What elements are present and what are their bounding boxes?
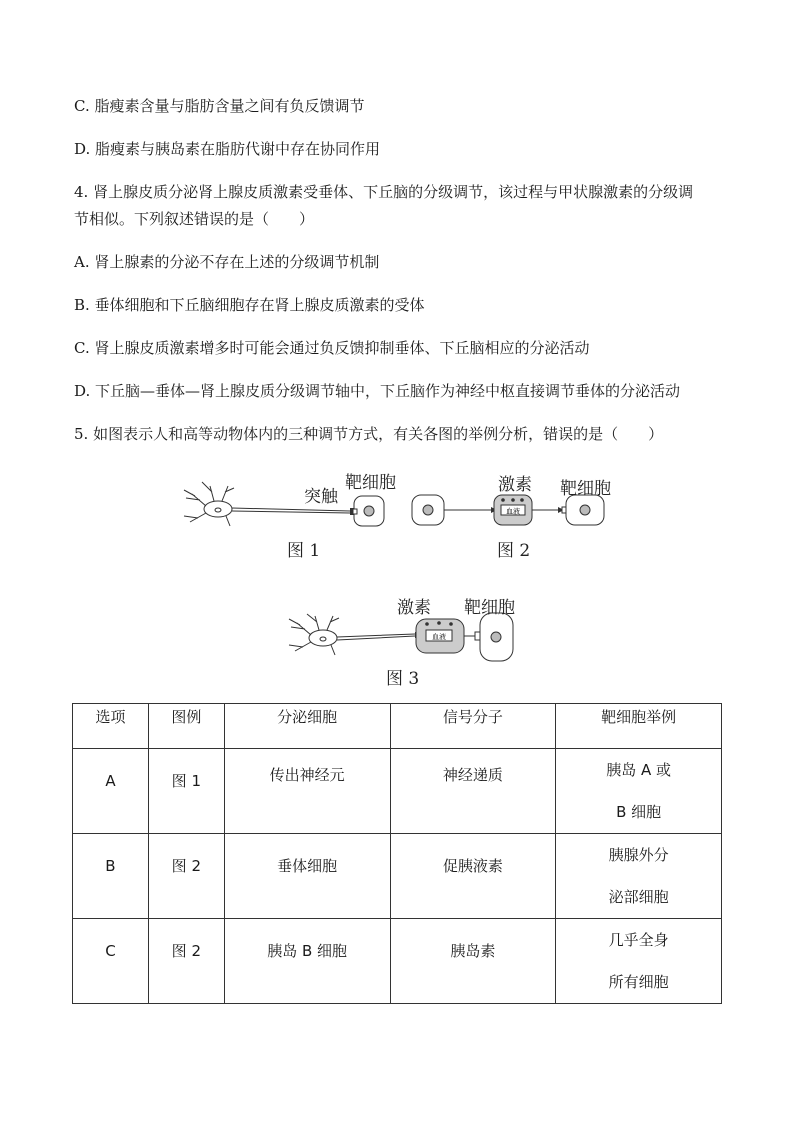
hormone-label-fig2: 激素 xyxy=(498,475,532,495)
blood-label-fig2: 血液 xyxy=(506,507,520,516)
header-target-example: 靶细胞举例 xyxy=(556,704,722,749)
synapse-label: 突触 xyxy=(304,487,338,507)
option-d-q3: D. 脂瘦素与胰岛素在脂肪代谢中存在协同作用 xyxy=(74,140,381,158)
table-row: A 图 1 传出神经元 神经递质 胰岛 A 或 B 细胞 xyxy=(73,749,722,834)
blood-label-fig3: 血液 xyxy=(432,633,446,641)
header-secreting-cell: 分泌细胞 xyxy=(224,704,390,749)
table-row: B 图 2 垂体细胞 促胰液素 胰腺外分 泌部细胞 xyxy=(73,834,722,919)
neuron-body-fig3 xyxy=(309,630,337,646)
target-cell-label-fig3: 靶细胞 xyxy=(464,598,515,618)
header-option: 选项 xyxy=(73,704,149,749)
dendrites xyxy=(184,482,234,526)
dendrites-fig3 xyxy=(289,614,339,655)
question-4-line-1: 4. 肾上腺皮质分泌肾上腺皮质激素受垂体、下丘脑的分级调节，该过程与甲状腺激素的分级调 xyxy=(74,183,694,201)
header-figure: 图例 xyxy=(148,704,224,749)
question-4-line-2: 节相似。下列叙述错误的是（ ） xyxy=(74,210,315,228)
axon xyxy=(232,508,350,513)
option-c-q3: C. 脂瘦素含量与脂肪含量之间有负反馈调节 xyxy=(74,97,365,115)
option-a-q4: A. 肾上腺素的分泌不存在上述的分级调节机制 xyxy=(74,253,380,271)
figure-2-label: 图 2 xyxy=(497,541,531,561)
neuron-body xyxy=(204,501,232,517)
table-row: C 图 2 胰岛 B 细胞 胰岛素 几乎全身 所有细胞 xyxy=(73,919,722,1004)
figure-3-diagram xyxy=(275,610,525,665)
figure-3-label: 图 3 xyxy=(386,669,420,689)
option-b-q4: B. 垂体细胞和下丘脑细胞存在肾上腺皮质激素的受体 xyxy=(74,296,425,314)
option-d-q4: D. 下丘脑—垂体—肾上腺皮质分级调节轴中，下丘脑作为神经中枢直接调节垂体的分泌活动 xyxy=(74,382,681,400)
figure-1-label: 图 1 xyxy=(287,541,321,561)
target-cell-label-fig1: 靶细胞 xyxy=(345,473,396,493)
target-cell-label-fig2: 靶细胞 xyxy=(560,479,611,499)
options-table xyxy=(72,703,722,1004)
header-signal-molecule: 信号分子 xyxy=(390,704,556,749)
option-c-q4: C. 肾上腺皮质激素增多时可能会通过负反馈抑制垂体、下丘脑相应的分泌活动 xyxy=(74,339,590,357)
hormone-label-fig3: 激素 xyxy=(397,598,431,618)
question-5: 5. 如图表示人和高等动物体内的三种调节方式，有关各图的举例分析，错误的是（ ） xyxy=(74,425,664,443)
table-header-row xyxy=(73,704,722,749)
axon-fig3 xyxy=(337,634,415,640)
